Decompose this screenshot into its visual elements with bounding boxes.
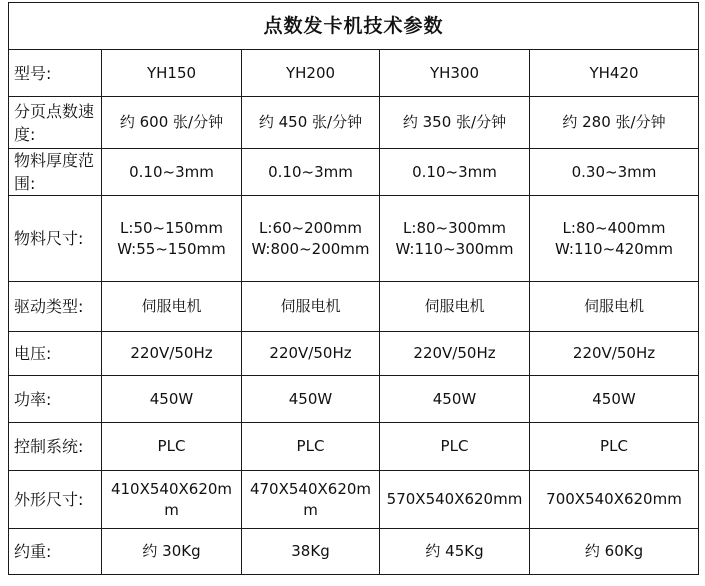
cell-text: 38Kg bbox=[291, 542, 330, 560]
table-cell bbox=[380, 376, 530, 423]
row-label: 控制系统: bbox=[9, 423, 102, 471]
cell-text: 450W bbox=[288, 389, 333, 408]
table-cell bbox=[242, 282, 380, 332]
spec-table bbox=[8, 2, 699, 575]
table-row bbox=[9, 376, 699, 423]
row-label: 功率: bbox=[9, 376, 102, 423]
model-cell: YH150 bbox=[102, 50, 242, 97]
row-label: 电压: bbox=[9, 332, 102, 376]
cell-text: W:800~200mm bbox=[251, 239, 370, 258]
table-cell bbox=[102, 97, 242, 149]
cell-text: 220V/50Hz bbox=[269, 344, 352, 362]
table-row bbox=[9, 97, 699, 149]
cell-text: 570X540X620mm bbox=[386, 490, 523, 508]
cell-text: 约 600 张/分钟 bbox=[119, 113, 224, 131]
table-cell bbox=[242, 332, 380, 376]
cell-text: W:110~300mm bbox=[395, 239, 514, 258]
row-label: 外形尺寸: bbox=[9, 471, 102, 529]
row-label: 物料尺寸: bbox=[9, 196, 102, 282]
table-cell bbox=[530, 332, 699, 376]
model-cell: YH420 bbox=[530, 50, 699, 97]
cell-text: 伺服电机 bbox=[583, 297, 644, 315]
table-cell bbox=[102, 376, 242, 423]
cell-text: 约 45Kg bbox=[425, 542, 484, 560]
table-cell bbox=[380, 332, 530, 376]
table-cell bbox=[242, 529, 380, 575]
table-cell bbox=[242, 376, 380, 423]
cell-text: W:110~420mm bbox=[554, 239, 674, 258]
table-cell bbox=[530, 97, 699, 149]
table-cell bbox=[242, 149, 380, 196]
table-cell bbox=[380, 282, 530, 332]
table-row bbox=[9, 196, 699, 282]
cell-text: 0.30~3mm bbox=[571, 162, 657, 181]
cell-text: 约 30Kg bbox=[142, 542, 201, 560]
table-cell bbox=[102, 149, 242, 196]
table-cell bbox=[380, 529, 530, 575]
table-cell bbox=[242, 97, 380, 149]
table-row bbox=[9, 282, 699, 332]
title-row bbox=[9, 3, 699, 50]
table-cell bbox=[530, 471, 699, 529]
table-cell bbox=[380, 196, 530, 282]
cell-text: L:60~200mm bbox=[259, 218, 362, 237]
table-cell bbox=[530, 376, 699, 423]
model-cell: YH200 bbox=[242, 50, 380, 97]
cell-text: L:80~300mm bbox=[403, 218, 506, 237]
cell-text: PLC bbox=[157, 437, 186, 455]
table-cell bbox=[530, 149, 699, 196]
cell-text: 约 350 张/分钟 bbox=[402, 113, 507, 131]
cell-text: 220V/50Hz bbox=[413, 344, 496, 362]
cell-text: 0.10~3mm bbox=[268, 162, 353, 181]
row-label: 驱动类型: bbox=[9, 282, 102, 332]
row-label: 分页点数速度: bbox=[9, 97, 102, 149]
cell-text: 450W bbox=[432, 389, 477, 408]
cell-text: W:55~150mm bbox=[117, 239, 226, 258]
table-cell bbox=[242, 471, 380, 529]
table-cell bbox=[530, 196, 699, 282]
row-label: 约重: bbox=[9, 529, 102, 575]
cell-text: 470X540X620mm bbox=[249, 479, 372, 519]
cell-text: 伺服电机 bbox=[141, 297, 202, 315]
table-cell bbox=[530, 423, 699, 471]
cell-text: 220V/50Hz bbox=[572, 344, 656, 362]
table-title: 点数发卡机技术参数 bbox=[9, 3, 699, 50]
cell-text: L:80~400mm bbox=[562, 218, 666, 237]
cell-text: 450W bbox=[149, 389, 194, 408]
cell-text: 约 280 张/分钟 bbox=[562, 113, 666, 131]
table-cell bbox=[380, 423, 530, 471]
table-cell bbox=[102, 196, 242, 282]
model-cell: YH300 bbox=[380, 50, 530, 97]
table-cell bbox=[530, 282, 699, 332]
cell-text: 0.10~3mm bbox=[412, 162, 497, 181]
cell-text: 约 450 张/分钟 bbox=[258, 113, 363, 131]
table-row bbox=[9, 529, 699, 575]
cell-text: 410X540X620mm bbox=[110, 479, 233, 519]
table-cell bbox=[102, 332, 242, 376]
table-row bbox=[9, 332, 699, 376]
table-cell bbox=[242, 196, 380, 282]
cell-text: 伺服电机 bbox=[280, 297, 341, 315]
table-cell bbox=[380, 471, 530, 529]
row-label-model: 型号: bbox=[9, 50, 102, 97]
table-cell bbox=[102, 529, 242, 575]
cell-text: PLC bbox=[600, 437, 628, 455]
header-row bbox=[9, 50, 699, 97]
table-cell bbox=[242, 423, 380, 471]
table-row bbox=[9, 471, 699, 529]
table-cell bbox=[380, 149, 530, 196]
cell-text: PLC bbox=[440, 437, 469, 455]
table-cell bbox=[102, 282, 242, 332]
cell-text: 约 60Kg bbox=[584, 542, 644, 560]
table-cell bbox=[380, 97, 530, 149]
table-cell bbox=[530, 529, 699, 575]
row-label: 物料厚度范围: bbox=[9, 149, 102, 196]
table-row bbox=[9, 149, 699, 196]
table-row bbox=[9, 423, 699, 471]
cell-text: 700X540X620mm bbox=[546, 490, 682, 508]
cell-text: 450W bbox=[592, 389, 636, 408]
cell-text: PLC bbox=[296, 437, 325, 455]
table-cell bbox=[102, 423, 242, 471]
table-cell bbox=[102, 471, 242, 529]
cell-text: L:50~150mm bbox=[120, 218, 223, 237]
cell-text: 伺服电机 bbox=[424, 297, 485, 315]
cell-text: 220V/50Hz bbox=[130, 344, 213, 362]
cell-text: 0.10~3mm bbox=[129, 162, 214, 181]
